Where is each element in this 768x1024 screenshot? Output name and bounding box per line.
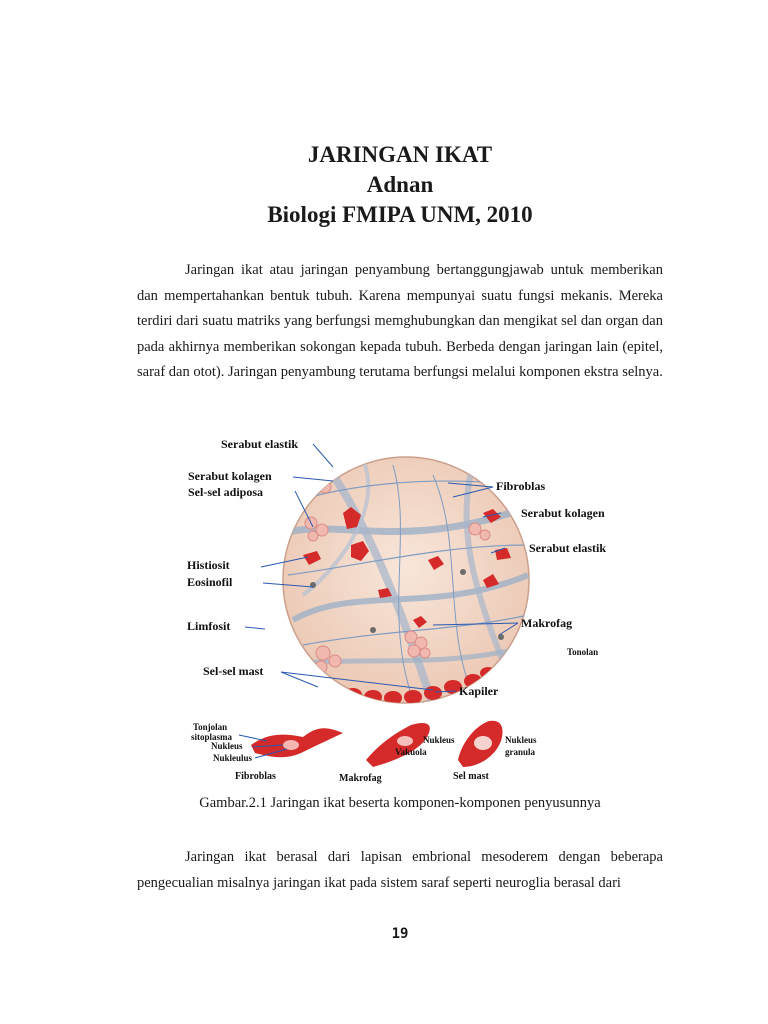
page-number: 19 [391,926,409,942]
label-serabut-elastik-right: Serabut elastik [529,541,607,555]
label-makrofag-right: Makrofag [521,616,573,630]
figure-caption: Gambar.2.1 Jaringan ikat beserta komponen-komponen penyusunnya [199,795,601,811]
makrofag-cell [366,723,430,767]
inset-makrofag [339,723,455,784]
title-block [0,140,768,230]
label-serabut-kolagen-right: Serabut kolagen [521,506,605,520]
label-sel-mast-inset: Sel mast [453,771,489,782]
mast-nucleus [474,736,492,750]
label-serabut-elastik-left: Serabut elastik [221,437,299,451]
label-tonjolan: Tonjolan sitoplasma [191,722,233,742]
paragraph-intro [137,258,663,386]
page-title: JARINGAN IKAT [307,142,493,167]
label-granula: granula [505,747,536,757]
label-eosinofil: Eosinofil [187,575,233,589]
author-name: Adnan [366,172,434,197]
label-kapiler: Kapiler [459,684,499,698]
label-histiosit: Histiosit [187,558,230,572]
affiliation: Biologi FMIPA UNM, 2010 [267,202,533,227]
label-limfosit: Limfosit [187,619,231,633]
paragraph-text: Jaringan ikat atau jaringan penyambung bertanggungjawab untuk memberikan dan mempertahankan bentuk tubuh. Karena mempunyai suatu fungsi mekanis. Mereka terdiri dari suatu matriks yang berfungsi memghubungkan dan mengikat sel dan organ dan pada akhirnya memberikan sokongan kepada tubuh. Berbeda dengan jaringan lain (epitel, saraf dan otot). Jaringan penyambung terutama berfungsi melalui komponen ekstra selnya. [137,262,663,380]
label-serabut-kolagen-left: Serabut kolagen [188,469,272,483]
paragraph-text: Jaringan ikat berasal dari lapisan embrional mesoderem dengan beberapa pengecualian misalnya jaringan ikat pada sistem saraf seperti neuroglia berasal dari [137,849,663,891]
connective-tissue-figure [183,415,615,790]
label-tonolan: Tonolan [567,647,599,657]
label-fibroblas-inset: Fibroblas [235,771,276,782]
label-makrofag-inset: Makrofag [339,773,382,784]
makrofag-nucleus [397,736,413,746]
inset-fibroblas [191,722,343,782]
label-nukleus-mast: Nukleus [505,735,537,745]
label-fibroblas-right: Fibroblas [496,479,546,493]
label-nukleus-makrofag: Nukleus [423,735,455,745]
paragraph-origin [137,845,663,896]
fibroblas-nucleus [283,740,299,750]
label-sel-mast: Sel-sel mast [203,664,264,678]
label-vakuola: Vakuola [395,747,427,757]
label-nukleulus: Nukleulus [213,753,253,763]
inset-sel-mast [453,721,537,782]
label-sel-adiposa: Sel-sel adiposa [188,485,264,499]
label-nukleus-fibroblas: Nukleus [211,741,243,751]
tissue-illustration [183,415,615,790]
